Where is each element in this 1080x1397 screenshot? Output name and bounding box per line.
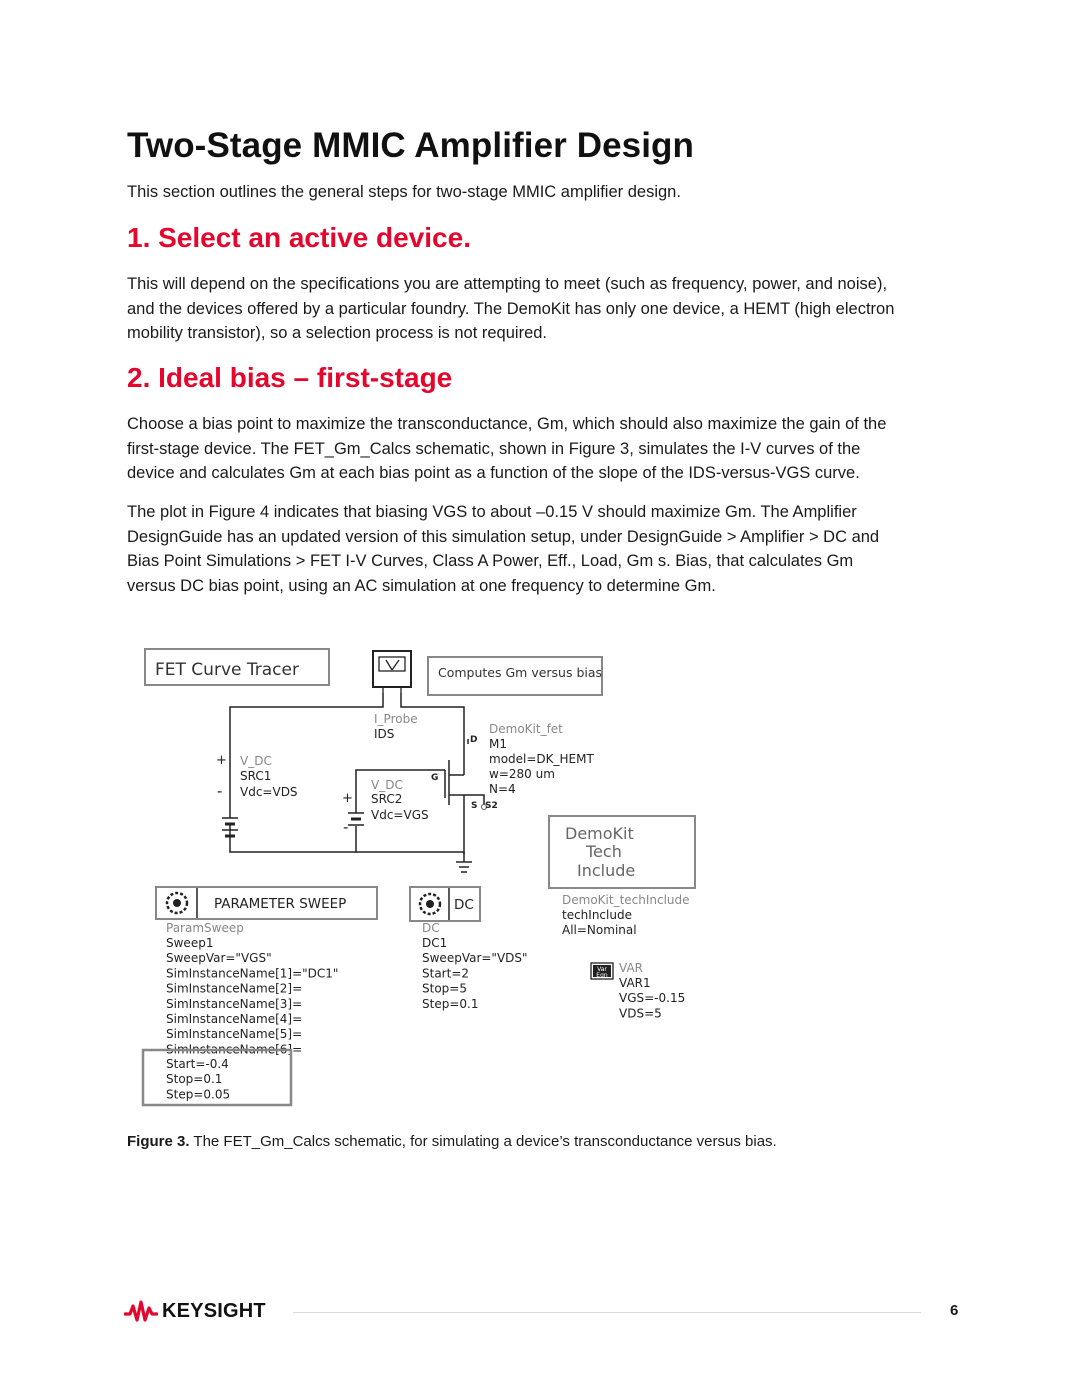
text-line: DesignGuide has an updated version of this simulation setup, under DesignGuide > Amplifier > DC and (127, 527, 880, 546)
sweep-param: SimInstanceName[4]= (166, 1012, 303, 1026)
keysight-wave-icon (124, 1299, 158, 1323)
text-line: versus DC bias point, using an AC simulation at one frequency to determine Gm. (127, 576, 716, 595)
src1-plus: + (216, 753, 227, 768)
tech-name: techInclude (562, 908, 632, 922)
text-line: The plot in Figure 4 indicates that biasing VGS to about –0.15 V should maximize Gm. The Amplifier (127, 503, 857, 521)
section-1-paragraph (127, 272, 967, 346)
sweep-param: SimInstanceName[3]= (166, 996, 303, 1011)
var-param: VGS=-0.15 (619, 991, 686, 1006)
sweep-type: ParamSweep (166, 921, 244, 935)
sweep-range-param: Stop=0.1 (166, 1072, 223, 1087)
page-number: 6 (950, 1302, 959, 1319)
text-line: and the devices offered by a particular foundry. The DemoKit has only one device, a HEMT (high electron (127, 299, 895, 318)
dc-param: DC1 (422, 936, 448, 950)
var-type: VAR (619, 961, 643, 975)
src2-minus: - (343, 818, 349, 836)
voltage-source-2-icon (348, 813, 364, 825)
title-box-label: FET Curve Tracer (155, 660, 299, 680)
section-2-heading: 2. Ideal bias – first-stage (127, 362, 453, 393)
pin-s-label: S (471, 801, 478, 811)
var-param: VDS=5 (619, 1006, 662, 1021)
text-line: Bias Point Simulations > FET I-V Curves, Class A Power, Eff., Load, Gm s. Bias, that calculates Gm (127, 552, 854, 571)
fet-schematic-figure (130, 640, 710, 1115)
text-line: This will depend on the specifications you are attempting to meet (such as frequency, power, and noise), (127, 275, 888, 293)
section-1-heading: 1. Select an active device. (127, 222, 471, 253)
dc-param: Step=0.1 (422, 996, 479, 1011)
var-param: VAR1 (619, 976, 651, 990)
sweep-param: SweepVar="VGS" (166, 951, 272, 966)
dc-param: SweepVar="VDS" (422, 951, 528, 966)
dc-param: Stop=5 (422, 981, 467, 996)
figure-caption (127, 1133, 777, 1150)
probe-name: IDS (374, 727, 395, 741)
dc-type: DC (422, 921, 440, 935)
brand-name: KEYSIGHT (162, 1299, 266, 1322)
text-line: Choose a bias point to maximize the transconductance, Gm, which should also maximize the gain of the (127, 415, 887, 433)
tech-box-line-3: Include (577, 861, 636, 880)
probe-type: I_Probe (374, 712, 418, 726)
sweep-label: PARAMETER SWEEP (214, 896, 347, 912)
keysight-logo (124, 1296, 266, 1326)
fet-model: model=DK_HEMT (489, 752, 594, 766)
section-2-paragraph-1 (127, 412, 967, 486)
caption-label: Figure 3. (127, 1133, 190, 1150)
caption-text: The FET_Gm_Calcs schematic, for simulating a device’s transconductance versus bias. (189, 1133, 777, 1150)
fet-name: M1 (489, 737, 507, 751)
sweep-param: SimInstanceName[1]="DC1" (166, 966, 339, 981)
ground-icon (456, 862, 472, 872)
src1-minus: - (217, 782, 223, 800)
text-line: mobility transistor), so a selection process is not required. (127, 324, 548, 343)
fet-width: w=280 um (489, 767, 555, 781)
sweep-param: SimInstanceName[6]= (166, 1042, 303, 1057)
sweep-range-param: Start=-0.4 (166, 1057, 229, 1071)
src2-plus: + (342, 791, 353, 806)
dc-label: DC (454, 897, 474, 913)
src1-name: SRC1 (240, 769, 272, 783)
pin-g-label: G (431, 773, 439, 783)
var-eqn-icon (591, 963, 613, 979)
tech-param: All=Nominal (562, 923, 637, 937)
note-box-label: Computes Gm versus bias (438, 665, 603, 680)
footer-divider (293, 1312, 921, 1313)
var-icon-top: Var (597, 966, 607, 973)
section-2-paragraph-2 (127, 500, 967, 598)
sweep-param: Sweep1 (166, 936, 214, 950)
intro-text: This section outlines the general steps for two-stage MMIC amplifier design. (127, 183, 681, 201)
tech-lib: DemoKit_techInclude (562, 893, 690, 907)
sweep-param: SimInstanceName[5]= (166, 1027, 303, 1042)
text-line: first-stage device. The FET_Gm_Calcs schematic, shown in Figure 3, simulates the I-V curves of the (127, 439, 861, 458)
sweep-range-param: Step=0.05 (166, 1087, 231, 1102)
src1-type: V_DC (240, 754, 272, 768)
tech-box-line-2: Tech (586, 842, 622, 861)
text-line: device and calculates Gm at each bias point as a function of the slope of the IDS-versus-VGS curve. (127, 464, 860, 483)
ammeter-icon (373, 651, 411, 693)
fet-lib: DemoKit_fet (489, 722, 563, 736)
dc-param: Start=2 (422, 966, 470, 981)
src2-value: Vdc=VGS (371, 808, 429, 822)
src2-name: SRC2 (371, 792, 403, 806)
sweep-param: SimInstanceName[2]= (166, 981, 303, 996)
pin-d-label: D (470, 735, 478, 745)
tech-box-line-1: DemoKit (565, 824, 634, 843)
fet-n: N=4 (489, 782, 516, 796)
src1-value: Vdc=VDS (240, 785, 298, 799)
pin-s2-label: S2 (485, 801, 498, 811)
src2-type: V_DC (371, 778, 403, 792)
var-icon-bottom: Eqn (596, 972, 608, 979)
page-title: Two-Stage MMIC Amplifier Design (127, 126, 695, 165)
